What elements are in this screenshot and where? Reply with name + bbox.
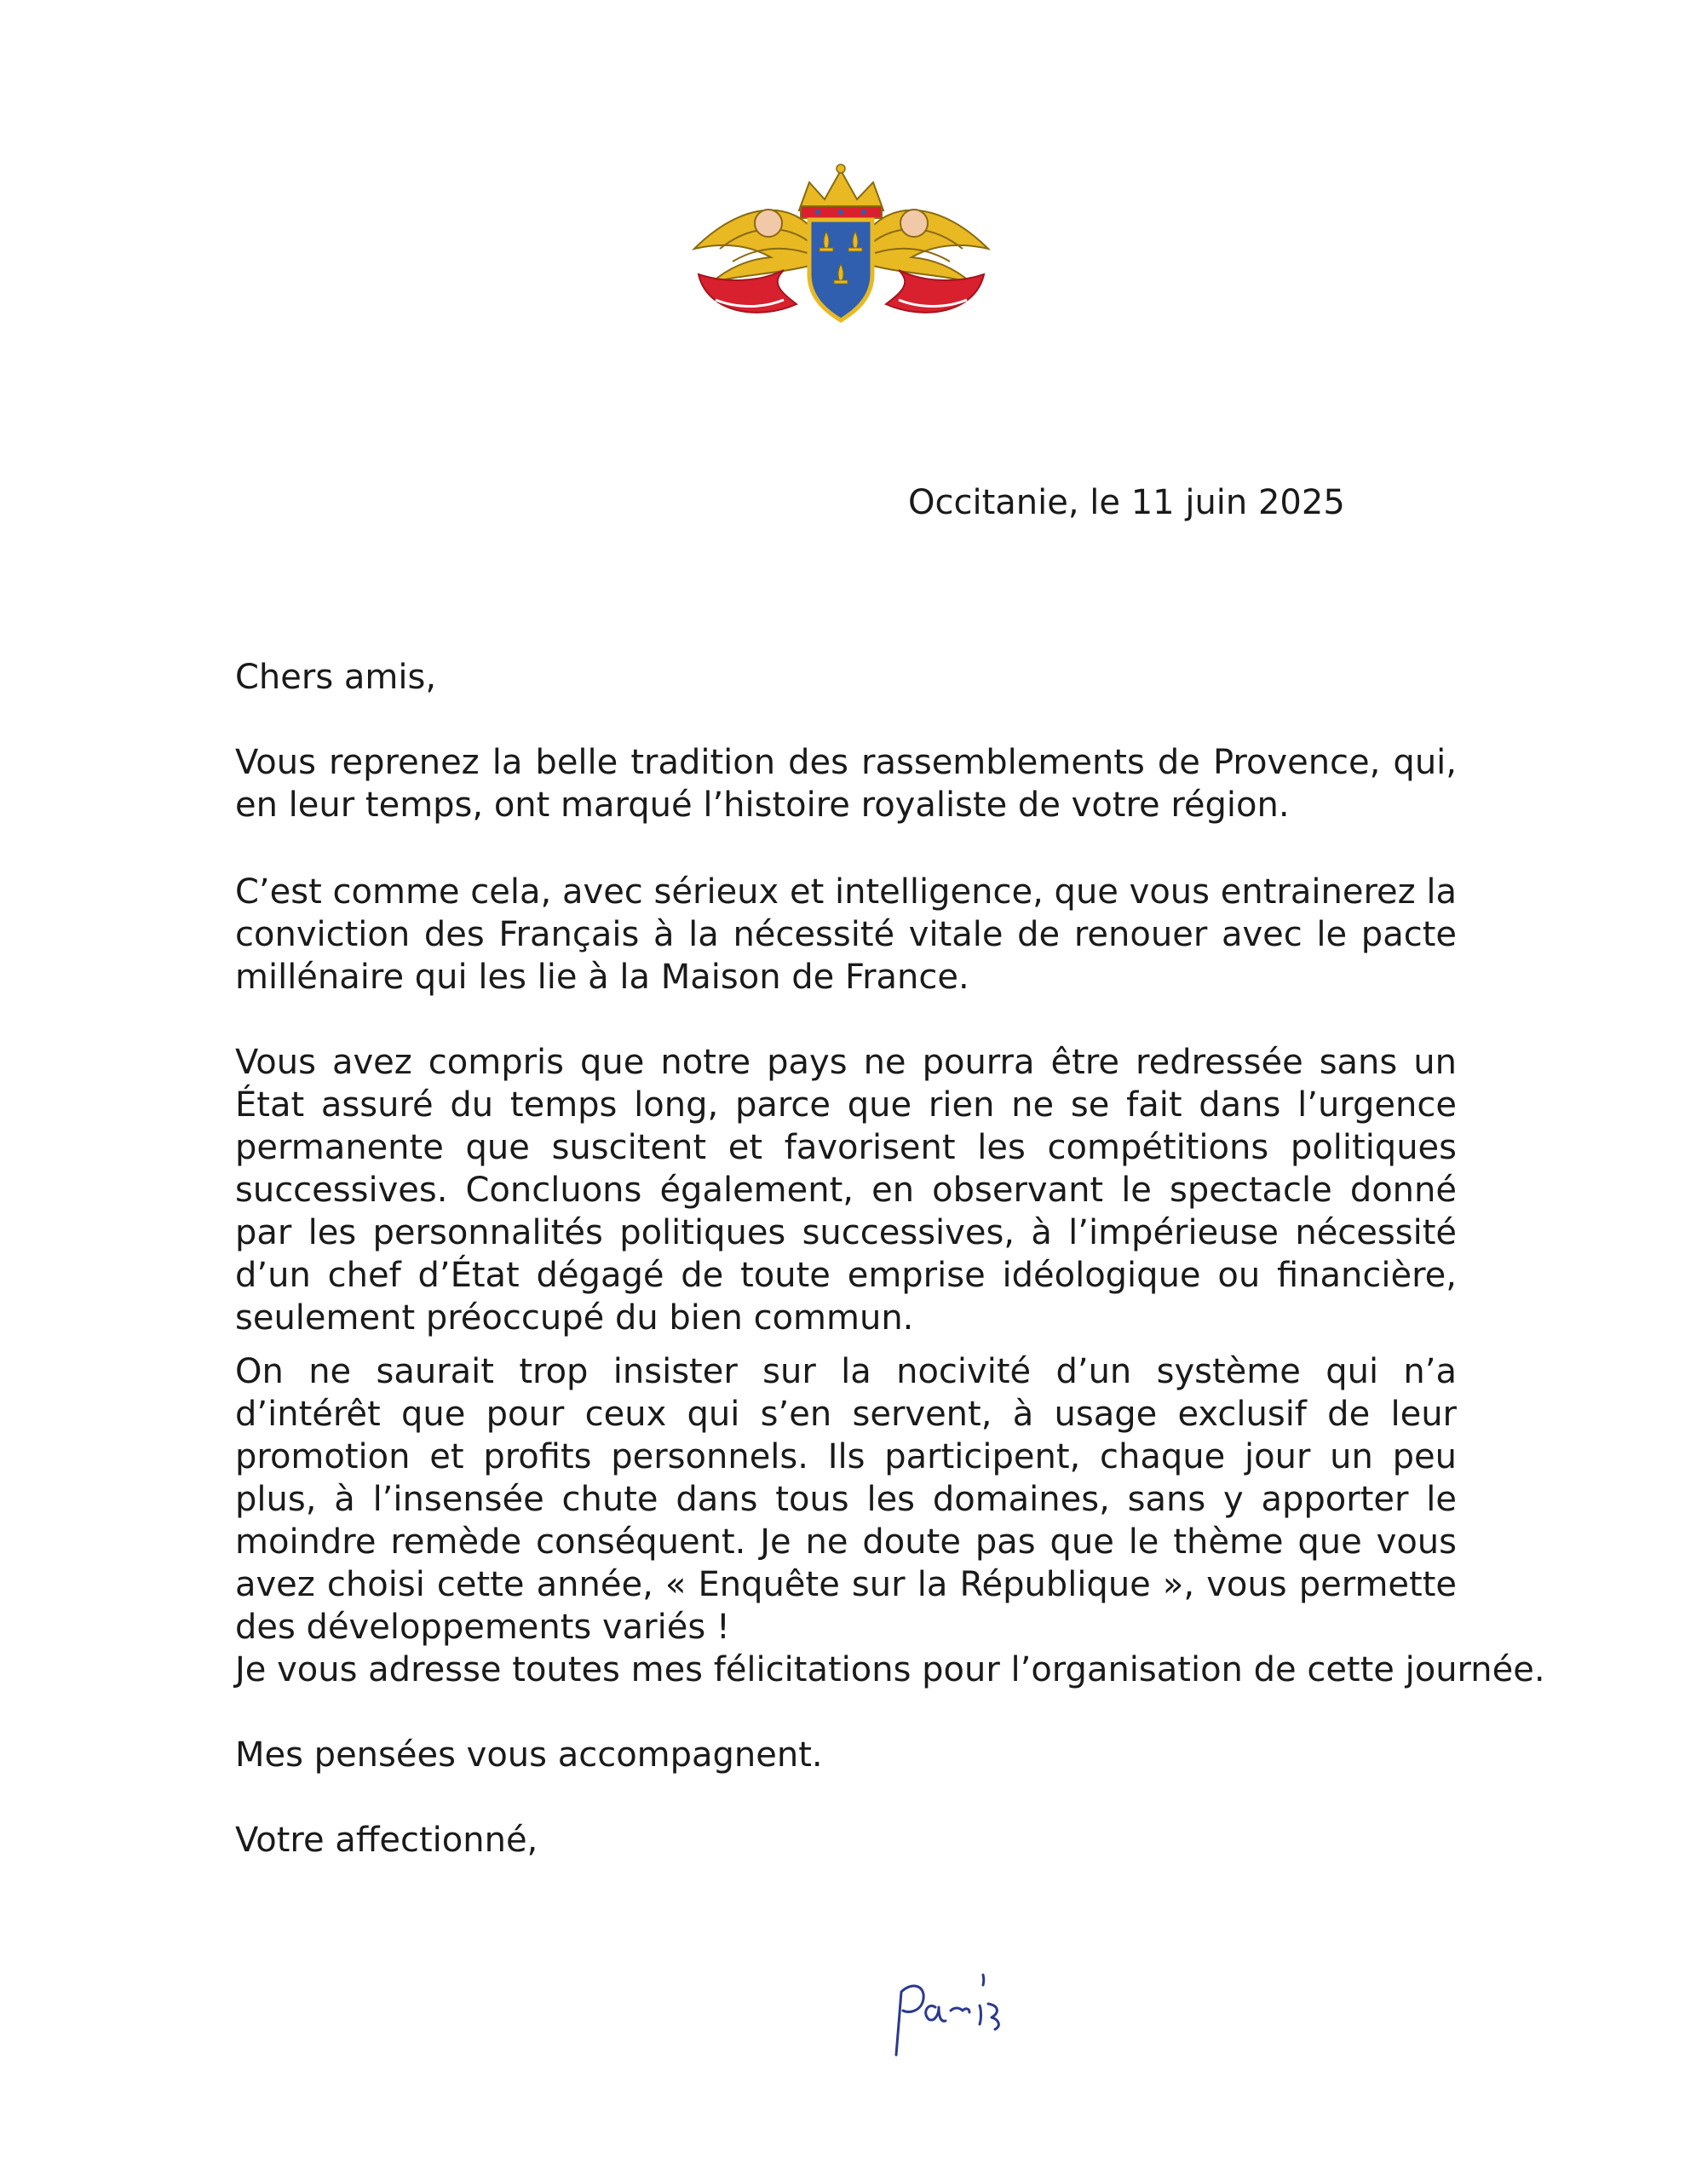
letter-thoughts: Mes pensées vous accompagnent. — [235, 1735, 823, 1775]
letter-paragraph: Vous avez compris que notre pays ne pourra être redressée sans un État assuré du temps long, parce que rien ne se fait dans l’urgence permanente que suscitent et favorisent les compétitions politiques successives. Concluons également, en observant le spectacle donné par les personnalités politiques successives, à l’impérieuse nécessité d’un chef d’État dégagé de toute emprise idéologique ou financière, seulement préoccupé du bien commun. — [235, 1043, 1457, 1338]
handwritten-signature — [886, 1959, 1022, 2062]
letter-valediction: Votre affectionné, — [235, 1821, 538, 1860]
letter-congratulations: Je vous adresse toutes mes félicitations pour l’organisation de cette journée. — [235, 1650, 1545, 1689]
royal-coat-of-arms-icon — [690, 164, 992, 325]
letter-paragraph: Vous reprenez la belle tradition des rassemblements de Provence, qui, en leur temps, ont marqué l’histoire royaliste de votre région. — [235, 743, 1457, 825]
letter-salutation: Chers amis, — [235, 658, 437, 697]
letter-paragraph: On ne saurait trop insister sur la nocivité d’un système qui n’a d’intérêt que pour ceux qui s’en servent, à usage exclusif de leur promotion et profits personnels. Ils participent, chaque jour un peu plus, à l’insensée chute dans tous les domaines, sans y apporter le moindre remède conséquent. Je ne doute pas que le thème que vous avez choisi cette année, « Enquête sur la République », vous permette des développements variés ! — [235, 1352, 1457, 1647]
letter-paragraph: C’est comme cela, avec sérieux et intelligence, que vous entrainerez la conviction des Français à la nécessité vitale de renouer avec le pacte millénaire qui les lie à la Maison de France. — [235, 872, 1457, 997]
letter-date: Occitanie, le 11 juin 2025 — [908, 483, 1345, 522]
